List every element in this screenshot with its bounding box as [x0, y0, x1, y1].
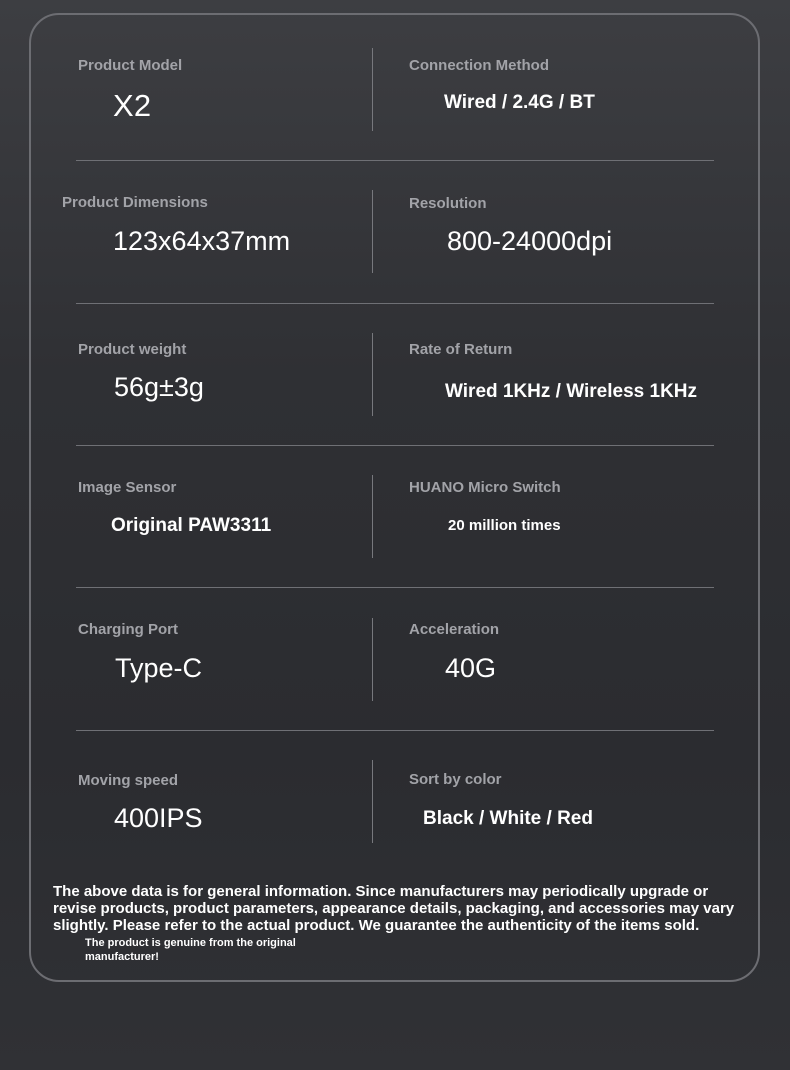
row-divider [76, 587, 714, 588]
rate-of-return-label: Rate of Return [409, 341, 513, 358]
resolution-value: 800-24000dpi [447, 226, 613, 256]
resolution-label: Resolution [409, 195, 487, 212]
connection-method-value: Wired / 2.4G / BT [444, 92, 595, 113]
image-sensor-label: Image Sensor [78, 479, 177, 496]
product-weight-value: 56g±3g [114, 372, 204, 402]
product-model-label: Product Model [78, 57, 183, 74]
image-sensor-value: Original PAW3311 [111, 515, 272, 536]
row-divider [76, 160, 714, 161]
acceleration-value: 40G [445, 653, 497, 683]
micro-switch-value: 20 million times [448, 517, 561, 534]
product-dimensions-value: 123x64x37mm [113, 226, 291, 256]
micro-switch-label: HUANO Micro Switch [409, 479, 561, 496]
row-divider [76, 445, 714, 446]
column-divider [372, 618, 373, 701]
color-options-value: Black / White / Red [423, 808, 593, 829]
column-divider [372, 760, 373, 843]
charging-port-label: Charging Port [78, 621, 178, 638]
charging-port-value: Type-C [115, 653, 203, 683]
product-model-value: X2 [113, 88, 152, 123]
moving-speed-value: 400IPS [114, 803, 203, 833]
connection-method-label: Connection Method [409, 57, 549, 74]
product-dimensions-label: Product Dimensions [62, 194, 208, 211]
column-divider [372, 48, 373, 131]
row-divider [76, 730, 714, 731]
product-weight-label: Product weight [78, 341, 187, 358]
color-options-label: Sort by color [409, 771, 502, 788]
column-divider [372, 190, 373, 273]
row-divider [76, 303, 714, 304]
acceleration-label: Acceleration [409, 621, 500, 638]
disclaimer-text: The above data is for general information. Since manufacturers may periodically upgrade or revise products, product parameters, appearance details, packaging, and accessories may vary slightly. Please refer to the actual product. We guarantee the authenticity of the items sold. [53, 883, 735, 934]
rate-of-return-value: Wired 1KHz / Wireless 1KHz [445, 381, 698, 402]
moving-speed-label: Moving speed [78, 772, 179, 789]
spec-card [29, 13, 760, 982]
column-divider [372, 475, 373, 558]
genuine-note: The product is genuine from the original manufacturer! [85, 937, 296, 963]
column-divider [372, 333, 373, 416]
